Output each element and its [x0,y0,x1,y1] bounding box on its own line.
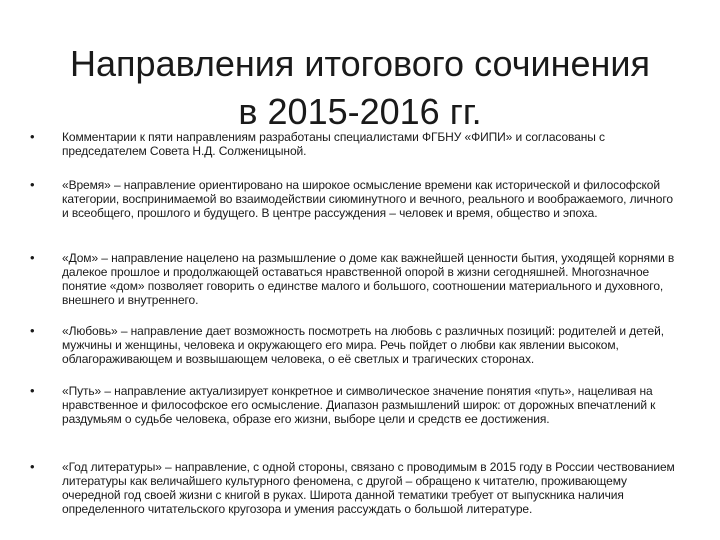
title-line-1: Направления итогового сочинения [70,43,650,85]
bullet-marker: • [30,459,35,474]
bullet-marker: • [30,129,35,144]
bullet-marker: • [30,177,35,192]
title-line-2: в 2015-2016 гг. [238,91,482,133]
list-item-text: «Дом» – направление нацелено на размышление о доме как важнейшей ценности бытия, уходящей корнями в далекое прошлое и продолжающей оставаться нравственной опорой в жизни сегодняшней. Многозначное понятие «дом» позволяет говорить о единстве малого и большого, соотношении материального и духовного, внешнего и внутреннего. [62,251,675,307]
list-item-text: «Путь» – направление актуализирует конкретное и символическое значение понятия «путь», нацеливая на нравственное и философское его осмысление. Диапазон размышлений широк: от дорожных впечатлений к раздумьям о судьбе человека, образе его жизни, выборе цели и средств ее достижения. [62,384,656,426]
list-item-text: «Год литературы» – направление, с одной стороны, связано с проводимым в 2015 году в России чествованием литературы как величайшего культурного феномена, с другой – обращено к читателю, проживающему очередной год своей жизни с книгой в руках. Широта данной тематики требует от выпускника наличия определенного читательского кругозора и умения рассуждать о большой литературе. [62,460,675,516]
list-item-text: Комментарии к пяти направлениям разработаны специалистами ФГБНУ «ФИПИ» и согласованы с председателем Совета Н.Д. Солженицыной. [62,130,605,158]
list-item-text: «Время» – направление ориентировано на широкое осмысление времени как исторической и философской категории, воспринимаемой во взаимодействии сиюминутного и вечного, реального и воображаемого, личного и всеобщего, прошлого и будущего. В центре рассуждения – человек и время, общество и эпоха. [62,178,673,220]
bullet-marker: • [30,250,35,265]
list-item-text: «Любовь» – направление дает возможность посмотреть на любовь с различных позиций: родителей и детей, мужчины и женщины, человека и окружающего его мира. Речь пойдет о любви как явлении высоком, облагораживающем и возвышающем человека, о её светлых и трагических сторонах. [62,324,664,366]
bullet-marker: • [30,323,35,338]
page-title [40,40,680,136]
bullet-marker: • [30,383,35,398]
